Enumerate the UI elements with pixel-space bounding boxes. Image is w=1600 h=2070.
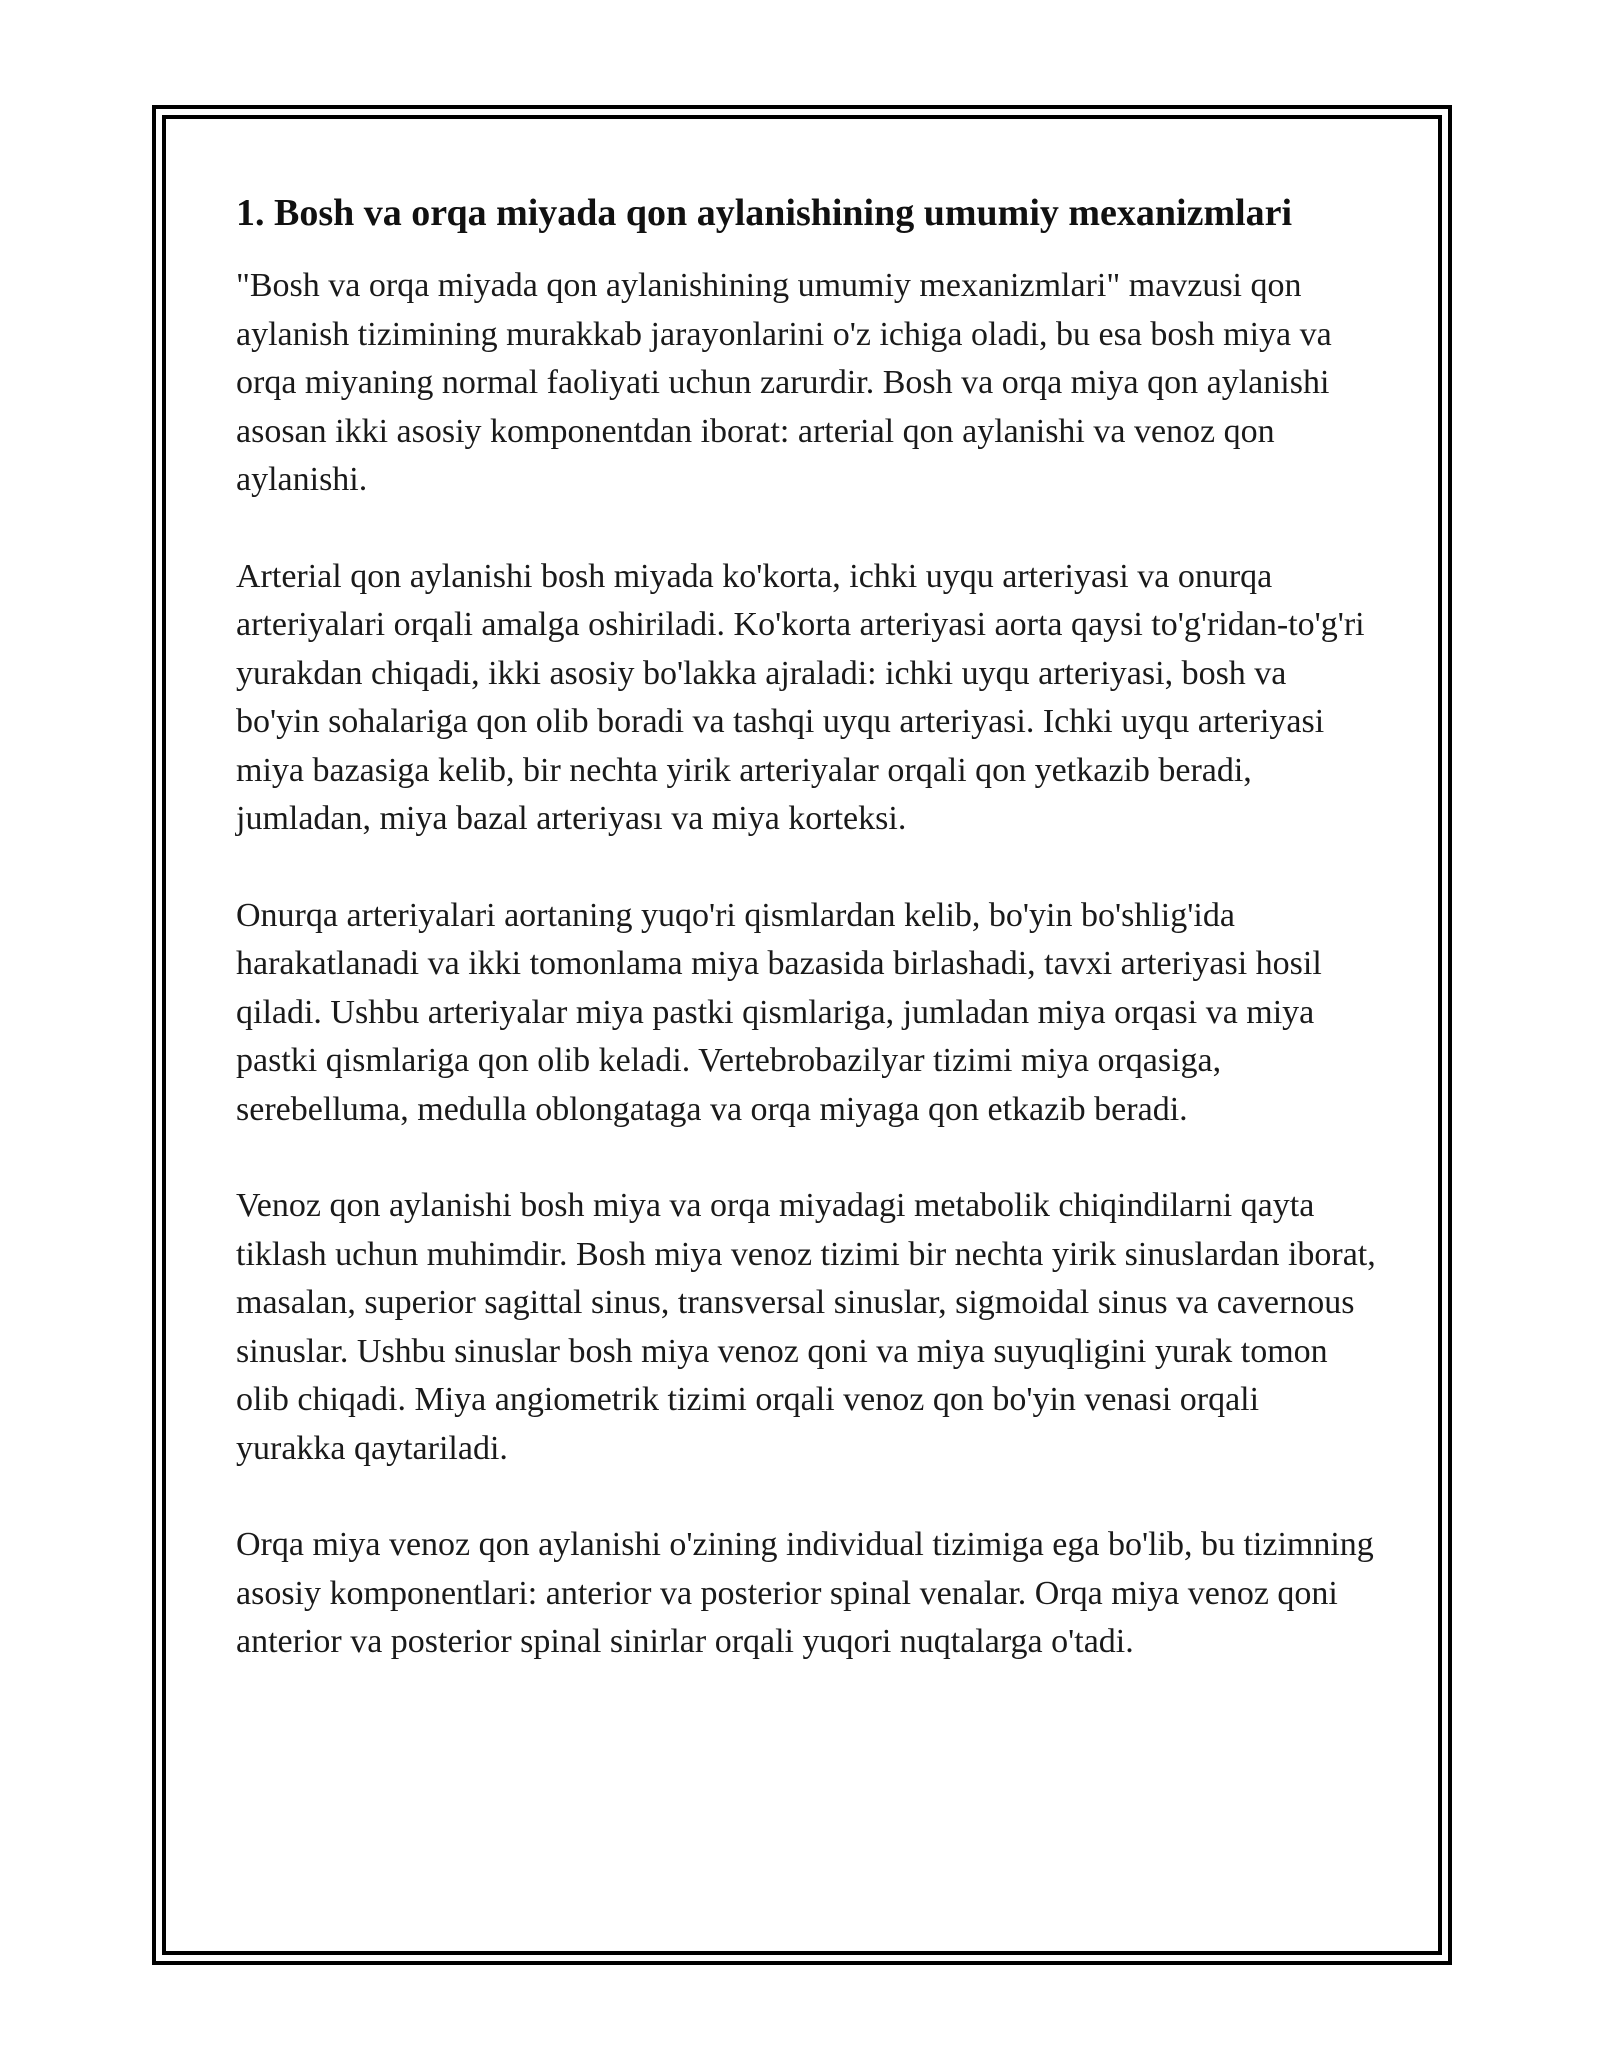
document-body: [236, 186, 1376, 1667]
paragraph-vertebral: Onurqa arteriyalari aortaning yuqo'ri qismlardan kelib, bo'yin bo'shlig'ida harakatlanadi va ikki tomonlama miya bazasida birlashadi, tavxi arteriyasi hosil qiladi. Ushbu arteriyalar miya pastki qismlariga, jumladan miya orqasi va miya pastki qismlariga qon olib keladi. Vertebrobazilyar tizimi miya orqasiga, serebelluma, medulla oblongataga va orqa miyaga qon etkazib beradi.: [236, 896, 1322, 1128]
paragraph-intro: "Bosh va orqa miyada qon aylanishining umumiy mexanizmlari" mavzusi qon aylanish tizimining murakkab jarayonlarini o'z ichiga oladi, bu esa bosh miya va orqa miyaning normal faoliyati uchun zarurdir. Bosh va orqa miya qon aylanishi asosan ikki asosiy komponentdan iborat: arterial qon aylanishi va venoz qon aylanishi.: [236, 267, 1332, 498]
paragraph-spinal-venous: Orqa miya venoz qon aylanishi o'zining individual tizimiga ega bo'lib, bu tizimning asosiy komponentlari: anterior va posterior spinal venalar. Orqa miya venoz qoni anterior va posterior spinal sinirlar orqali yuqori nuqtalarga o'tadi.: [236, 1526, 1374, 1660]
document-title: 1. Bosh va orqa miyada qon aylanishining umumiy mexanizmlari: [236, 192, 1293, 234]
paragraph-venous: Venoz qon aylanishi bosh miya va orqa miyadagi metabolik chiqindilarni qayta tiklash uchun muhimdir. Bosh miya venoz tizimi bir nechta yirik sinuslardan iborat, masalan, superior sagittal sinus, transversal sinuslar, sigmoidal sinus va cavernous sinuslar. Ushbu sinuslar bosh miya venoz qoni va miya suyuqligini yurak tomon olib chiqadi. Miya angiometrik tizimi orqali venoz qon bo'yin venasi orqali yurakka qaytariladi.: [236, 1187, 1376, 1467]
paragraph-arterial: Arterial qon aylanishi bosh miyada ko'korta, ichki uyqu arteriyasi va onurqa arteriyalari orqali amalga oshiriladi. Ko'korta arteriyasi aorta qaysi to'g'ridan-to'g'ri yurakdan chiqadi, ikki asosiy bo'lakka ajraladi: ichki uyqu arteriyasi, bosh va bo'yin sohalariga qon olib boradi va tashqi uyqu arteriyasi. Ichki uyqu arteriyasi miya bazasiga kelib, bir nechta yirik arteriyalar orqali qon yetkazib beradi, jumladan, miya bazal arteriyası va miya korteksi.: [236, 557, 1365, 837]
